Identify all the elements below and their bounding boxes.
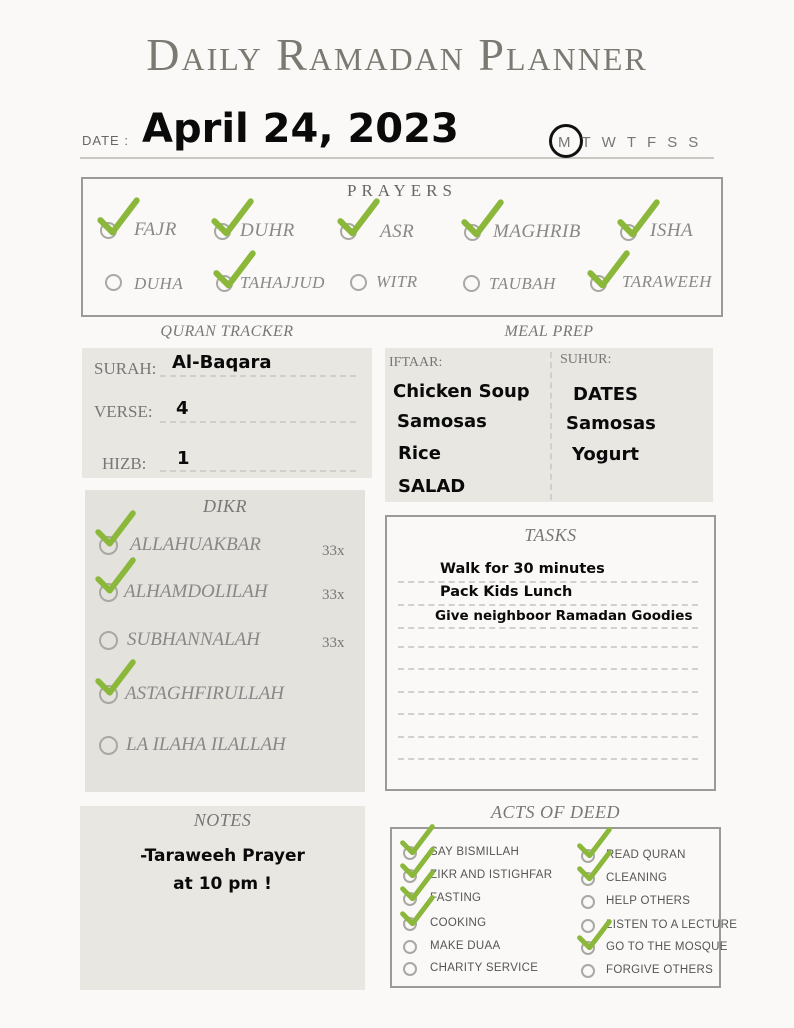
weekday[interactable]: F (647, 134, 668, 151)
task-item[interactable]: Give neighboor Ramadan Goodies (435, 608, 693, 624)
suhur-item[interactable]: Samosas (566, 413, 656, 434)
verse-value[interactable]: 4 (176, 398, 189, 419)
prayer-checkbox[interactable] (590, 275, 607, 292)
deed-label: LISTEN TO A LECTURE (606, 919, 738, 931)
dikr-label: ALLAHUAKBAR (130, 534, 261, 555)
deeds-title: ACTS OF DEED (491, 802, 620, 822)
iftaar-item[interactable]: SALAD (398, 476, 466, 497)
prayer-checkbox[interactable] (350, 274, 367, 291)
prayer-checkbox[interactable] (216, 275, 233, 292)
prayer-checkbox[interactable] (340, 223, 357, 240)
prayer-checkbox[interactable] (463, 275, 480, 292)
dikr-count: 33x (322, 635, 345, 651)
verse-line (160, 421, 356, 423)
dikr-checkbox[interactable] (99, 736, 118, 755)
suhur-label: SUHUR: (560, 352, 612, 367)
meal-title: MEAL PREP (504, 323, 594, 340)
weekday[interactable]: S (688, 134, 710, 151)
iftaar-item[interactable]: Chicken Soup (393, 381, 530, 402)
deed-label: CHARITY SERVICE (430, 962, 539, 974)
suhur-item[interactable]: DATES (573, 384, 639, 405)
task-line (398, 691, 698, 693)
iftaar-item[interactable]: Samosas (397, 411, 487, 432)
prayers-title: PRAYERS (347, 181, 457, 200)
dikr-count: 33x (322, 587, 345, 603)
deed-label: COOKING (430, 917, 487, 929)
prayer-label: DUHA (134, 274, 184, 293)
prayer-label: TARAWEEH (622, 272, 712, 291)
task-line (398, 627, 698, 629)
deed-checkbox[interactable] (403, 940, 417, 954)
notes-panel (80, 806, 365, 990)
suhur-item[interactable]: Yogurt (572, 444, 639, 465)
surah-line (160, 375, 356, 377)
task-item[interactable]: Pack Kids Lunch (440, 584, 573, 600)
dikr-label: LA ILAHA ILALLAH (126, 734, 286, 755)
dikr-checkbox[interactable] (99, 583, 118, 602)
deed-label: GO TO THE MOSQUE (606, 941, 728, 953)
tasks-box (385, 515, 716, 791)
date-label: DATE : (82, 133, 129, 148)
prayer-label: TAUBAH (489, 274, 556, 293)
meal-divider (550, 352, 552, 500)
deed-checkbox[interactable] (403, 962, 417, 976)
task-line (398, 581, 698, 583)
dikr-checkbox[interactable] (99, 631, 118, 650)
hizb-label: HIZB: (102, 454, 147, 473)
date-underline (80, 157, 714, 159)
surah-value[interactable]: Al-Baqara (172, 352, 272, 373)
deed-label: MAKE DUAA (430, 940, 501, 952)
task-line (398, 758, 698, 760)
prayer-checkbox[interactable] (214, 223, 231, 240)
prayer-label: TAHAJJUD (240, 273, 325, 292)
date-value[interactable]: April 24, 2023 (142, 106, 459, 152)
iftaar-label: IFTAAR: (389, 355, 443, 370)
prayer-checkbox[interactable] (464, 224, 481, 241)
dikr-title: DIKR (203, 496, 247, 516)
deed-checkbox[interactable] (581, 964, 595, 978)
tasks-title: TASKS (524, 525, 577, 545)
deed-checkbox[interactable] (403, 892, 417, 906)
deed-label: READ QURAN (606, 849, 686, 861)
task-item[interactable]: Walk for 30 minutes (440, 561, 605, 577)
weekday[interactable]: T (581, 134, 602, 151)
deed-checkbox[interactable] (581, 895, 595, 909)
weekday[interactable]: W (601, 134, 627, 151)
dikr-count: 33x (322, 543, 345, 559)
deed-checkbox[interactable] (581, 872, 595, 886)
weekday[interactable]: M (558, 134, 582, 151)
task-line (398, 713, 698, 715)
task-line (398, 736, 698, 738)
prayer-label: DUHR (240, 220, 295, 241)
verse-label: VERSE: (94, 402, 153, 421)
task-line (398, 646, 698, 648)
weekday[interactable]: T (626, 134, 648, 151)
prayer-label: WITR (376, 272, 418, 291)
deed-checkbox[interactable] (581, 941, 595, 955)
task-line (398, 668, 698, 670)
deed-label: HELP OTHERS (606, 895, 691, 907)
deed-checkbox[interactable] (403, 917, 417, 931)
dikr-label: ASTAGHFIRULLAH (125, 683, 285, 704)
notes-title: NOTES (193, 810, 252, 830)
iftaar-item[interactable]: Rice (398, 443, 441, 464)
surah-label: SURAH: (94, 359, 157, 378)
deed-checkbox[interactable] (403, 869, 417, 883)
task-line (398, 604, 698, 606)
prayer-checkbox[interactable] (620, 224, 637, 241)
dikr-checkbox[interactable] (99, 536, 118, 555)
deed-label: SAY BISMILLAH (430, 846, 520, 858)
prayer-label: FAJR (134, 219, 177, 240)
page-title: Daily Ramadan Planner (146, 29, 648, 80)
prayer-label: ASR (380, 221, 415, 242)
deed-label: FASTING (430, 892, 482, 904)
prayer-label: MAGHRIB (493, 221, 581, 242)
hizb-value[interactable]: 1 (177, 448, 190, 469)
dikr-checkbox[interactable] (99, 685, 118, 704)
deed-checkbox[interactable] (581, 849, 595, 863)
weekday-selector[interactable] (558, 134, 709, 151)
weekday[interactable]: S (667, 134, 689, 151)
prayer-checkbox[interactable] (100, 222, 117, 239)
quran-title: QURAN TRACKER (160, 323, 294, 340)
deed-label: ZIKR AND ISTIGHFAR (430, 869, 553, 881)
notes-line[interactable]: at 10 pm ! (173, 874, 272, 894)
prayer-label: ISHA (650, 220, 694, 241)
deed-label: CLEANING (606, 872, 668, 884)
prayer-checkbox[interactable] (105, 274, 122, 291)
hizb-line (160, 470, 356, 472)
notes-line[interactable]: -Taraweeh Prayer (140, 846, 305, 866)
dikr-label: SUBHANNALAH (127, 629, 260, 650)
dikr-label: ALHAMDOLILAH (124, 581, 268, 602)
deed-checkbox[interactable] (403, 846, 417, 860)
deed-checkbox[interactable] (581, 919, 595, 933)
deed-label: FORGIVE OTHERS (606, 964, 714, 976)
